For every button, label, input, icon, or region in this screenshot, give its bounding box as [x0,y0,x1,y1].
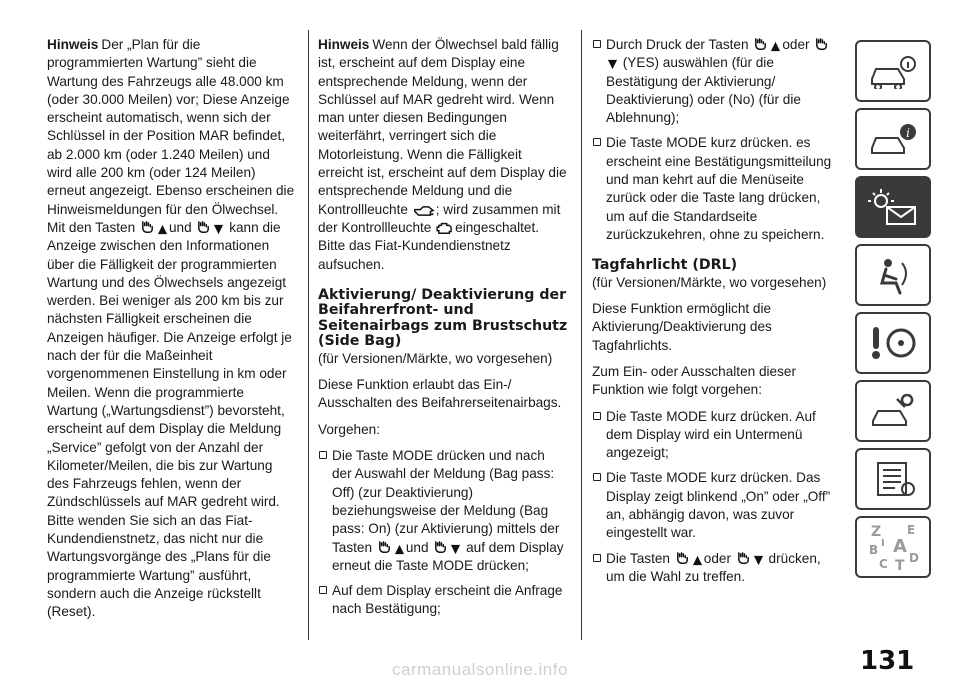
column-separator [308,30,309,640]
arrow-down-icon [607,59,618,70]
or-word: oder [782,37,810,52]
bullet-text: drücken, um die Wahl zu treffen. [606,550,821,584]
paragraph: Diese Funktion erlaubt das Ein-/ Ausschalten des Beifahrerseitenairbags. [318,377,562,411]
hand-icon [140,220,155,235]
tab-car-info[interactable] [855,40,931,102]
note-text: Wenn der Ölwechsel bald fällig ist, erscheint auf dem Display eine entsprechende Meldung, wenn der Schlüssel auf MAR gedreht wird. Wenn man unter diesen Bedingungen weiterfährt, verringert sich die Motorleistung. Wenn die Fälligkeit erreicht ist, erscheint auf dem Display die entsprechende Meldung und die Kontrollleuchte [318,37,567,217]
index-letter: A [893,536,907,557]
and-word: und [168,219,192,235]
engine-check-icon [436,221,454,235]
page-number: 131 [860,646,915,676]
hand-icon [377,540,392,555]
oil-pressure-icon [413,204,435,217]
note-text: Der „Plan für die programmierten Wartung” sieht die Wartung des Fahrzeugs alle 48.000 km (oder 30.000 Meilen) vor; Diese Anzeige erscheint automatisch, wenn sich der Schlüssel in der Position MAR befindet, ab 2.000 km (oder 1.240 Meilen) und wird alle 200 km (oder 124 Meilen) erneut angezeigt. Ebenso erscheinen die Hinweismeldungen für den Ölwechsel. Mit den Tasten [47,37,295,235]
column-2 [318,36,568,626]
index-letter: T [895,558,905,572]
bullet-text: (YES) auswählen (für die Bestätigung der Aktivierung/ Deaktivierung) oder (No) (für die Ablehnung); [606,55,801,126]
section-subheading: (für Versionen/Märkte, wo vorgesehen) [318,350,553,366]
steering-wheel-key-icon [867,323,919,363]
note-text: kann die Anzeige zwischen den Informationen über die Fälligkeit der programmierten Wartung und des Ölwechsels angezeigt werden. Bei weniger als 200 km bis zur nächsten Fälligkeit erscheinen die Anzeigen häufiger. Die Anzeige erfolgt je nach der für die Maßeinheit vorgenommenen Einstellung in km oder Meilen. Wenn die programmierte Wartung („Wartungsdienst”) bevorsteht, erscheint auf dem Display die Meldung „Service” gefolgt von der Anzahl der Kilometer/Meilen, die bis zur Wartung des Fahrzeugs fehlen, wenn der Zündschlüssels auf MAR gedreht wird. Bitte wenden Sie sich an das Fiat-Kundendienstnetz, das nicht nur die Wartungsvorgänge des „Plans für die programmierte Wartung” ausführt, sondern auch die Anzeige rückstellt (Reset). [47,219,292,620]
tab-safety[interactable] [855,244,931,306]
tab-index[interactable] [855,516,931,578]
paragraph: Diese Funktion ermöglicht die Aktivierung/Deaktivierung des Tagfahrlichts. [592,301,772,353]
index-letter: Z [871,524,882,540]
note-text: ; wird zusammen mit der Kontrollleuchte [318,201,561,235]
hand-icon [675,551,690,566]
bullet-text: Die Tasten [606,550,670,566]
arrow-up-icon [692,555,703,566]
index-letters-icon [865,522,921,572]
or-word: oder [703,550,731,566]
index-letter: E [907,523,916,537]
tab-technical-data[interactable] [855,448,931,510]
note-oil-change [318,36,568,274]
index-letter: C [879,557,888,571]
note-label: Hinweis [47,37,99,52]
bullet-item: Auf dem Display erscheint die Anfrage nach Bestätigung; [318,582,568,619]
tab-starting-driving[interactable] [855,312,931,374]
arrow-up-icon [770,41,781,52]
service-car-icon [867,391,919,431]
hand-icon [736,551,751,566]
arrow-down-icon [753,555,764,566]
column-3 [592,36,842,593]
tab-service[interactable] [855,380,931,442]
bullet-item [318,447,568,575]
warning-light-mail-icon [867,187,919,227]
bullet-item [592,36,842,127]
tab-car-i[interactable] [855,108,931,170]
arrow-down-icon [450,544,461,555]
and-word: und [405,539,429,555]
index-letter: B [869,543,879,557]
section-subheading: (für Versionen/Märkte, wo vorgesehen) [592,274,827,290]
svg-text:i: i [906,126,910,140]
chapter-tabs [855,40,933,584]
section-heading-airbag: Aktivierung/ Deaktivierung der Beifahrerfront- und Seitenairbags zum Brustschutz (Side Bag) [318,286,568,350]
section-heading-drl: Tagfahrlicht (DRL) [592,257,738,274]
bullet-text: Durch Druck der Tasten [606,37,749,52]
car-info-icon [868,53,918,89]
note-label: Hinweis [318,37,370,52]
bullet-text: auf dem Display erneut die Taste MODE drücken; [332,539,564,573]
bullet-item: Die Taste MODE kurz drücken. Das Display zeigt blinkend „On” oder „Off” an, abhängig davon, was zuvor eingestellt war. [592,469,842,542]
hand-icon [753,37,768,52]
bullet-item: Die Taste MODE kurz drücken. es erscheint eine Bestätigungsmitteilung und man kehrt auf die Menüseite zurück oder die Taste lang drücken, um auf die Standardseite zurückzukehren, ohne zu speichern. [592,134,842,244]
bullet-item: Die Taste MODE kurz drücken. Auf dem Display wird ein Untermenü angezeigt; [592,408,842,463]
car-i-icon [868,121,918,157]
watermark: carmanualsonline.info [392,660,568,679]
list-icon [868,459,918,499]
hand-icon [196,220,211,235]
index-letter: I [881,538,885,549]
seat-airbag-icon [868,255,918,295]
index-letter: D [909,551,919,565]
column-separator [581,30,582,640]
note-oil-service [47,36,297,622]
bullet-item [592,550,842,587]
arrow-up-icon [157,224,168,235]
paragraph: Zum Ein- oder Ausschalten dieser Funktion wie folgt vorgehen: [592,363,797,398]
paragraph: Vorgehen: [318,421,380,437]
hand-icon [433,540,448,555]
arrow-down-icon [213,224,224,235]
bullet-text: Die Taste MODE drücken und nach der Auswahl der Meldung (Bag pass: Off) (zur Deaktivierung) beziehungsweise der Meldung (Bag pass: On) (zur Aktivierung) mittels der Tasten [332,448,560,555]
tab-warning-lights[interactable] [855,176,931,238]
column-1 [47,36,297,630]
hand-icon [814,37,829,52]
arrow-up-icon [394,544,405,555]
note-text: eingeschaltet. Bitte das Fiat-Kundendienstnetz aufsuchen. [318,219,540,272]
